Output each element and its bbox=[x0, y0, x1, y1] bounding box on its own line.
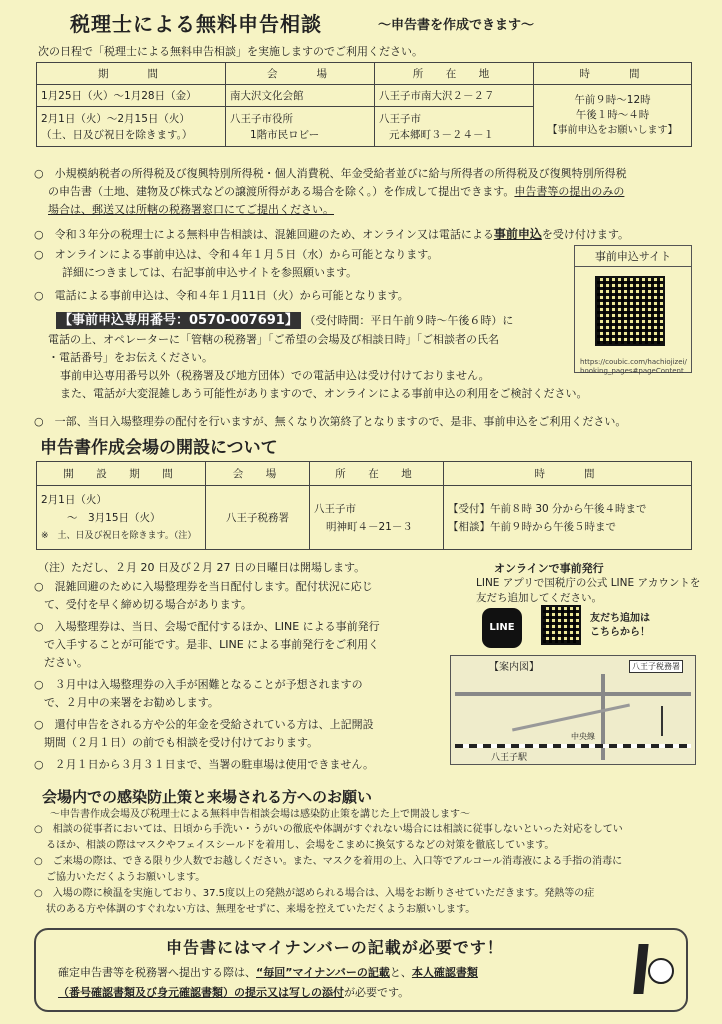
bullet-eligibility bbox=[34, 165, 694, 219]
office-venue: 八王子税務署 bbox=[206, 486, 310, 550]
line-logo-icon[interactable]: LINE bbox=[482, 608, 522, 648]
phone-line bbox=[56, 309, 513, 328]
row2-period-range: 2月1日（火）～2月15日（火） bbox=[41, 112, 190, 125]
office-address-street: 明神町４－21－３ bbox=[326, 520, 413, 533]
phone-number-box[interactable]: 【事前申込専用番号：0570-007691】 bbox=[56, 312, 301, 329]
section-infection-subtitle: ～申告書作成会場及び税理士による無料申告相談会場は感染防止策を講じた上で開設します～ bbox=[50, 809, 470, 820]
map-north-icon bbox=[661, 706, 663, 736]
row2-period-note: （土、日及び祝日を除きます。） bbox=[41, 128, 193, 141]
section-office-title: 申告書作成会場の開設について bbox=[40, 438, 278, 458]
reservation-site-label: 事前申込サイト bbox=[575, 246, 691, 267]
bullet-reservation-emphasis: 事前申込 bbox=[493, 227, 542, 241]
line-add-friend bbox=[590, 612, 650, 640]
mynumber-and: と、 bbox=[389, 966, 412, 979]
time-note: 【事前申込をお願いします】 bbox=[547, 125, 678, 136]
line-add2: こちらから！ bbox=[590, 627, 650, 638]
bullet-eligibility-text: の申告書（土地、建物及び株式などの譲渡所得がある場合を除く。）を作成して提出できます。 bbox=[48, 185, 515, 198]
office-bullet5: ○ ２月１日から３月３１日まで、当署の駐車場は使用できません。 bbox=[34, 758, 375, 771]
time-morning: 午前９時～12時 bbox=[574, 94, 651, 106]
office-period bbox=[37, 486, 206, 550]
infection-bullet2-line1: ○ ご来場の際は、できる限り少人数でお越しください。また、マスクを着用の上、入口等でアルコール消毒液による手指の消毒に bbox=[34, 856, 623, 867]
office-bullet1-line2: て、受付を早く締め切る場合があります。 bbox=[44, 598, 252, 611]
page-title: 税理士による無料申告相談 bbox=[70, 12, 322, 36]
mynumber-docs-detail: （番号確認書類及び身元確認書類） bbox=[58, 986, 234, 999]
infection-bullet2-line2: ご協力いただくようお願いします。 bbox=[46, 872, 206, 883]
mynumber-id-docs: 本人確認書類 bbox=[411, 966, 478, 979]
bullet-reservation bbox=[34, 225, 694, 244]
bullet-tickets: ○ 一部、当日入場整理券の配付を行いますが、無くなり次第終了となりますので、是非、事前申込をご利用ください。 bbox=[34, 415, 627, 428]
reservation-site-box[interactable] bbox=[574, 245, 692, 373]
office-schedule-table bbox=[36, 461, 692, 550]
line-desc2: 友だち追加してください。 bbox=[476, 592, 602, 604]
phone-details-line4: また、電話が大変混雑しあう可能性がありますので、オンラインによる事前申込の利用をご検討ください。 bbox=[60, 387, 588, 400]
bullet-reservation-end: を受け付けます。 bbox=[541, 228, 629, 241]
map-station-label: 八王子駅 bbox=[491, 753, 528, 763]
bullet-online-line1: ○ オンラインによる事前申込は、令和４年１月５日（水）から可能となります。 bbox=[34, 248, 439, 261]
row2-venue-name: 八王子市役所 bbox=[230, 112, 293, 125]
line-desc bbox=[476, 576, 700, 606]
row2-venue bbox=[226, 107, 375, 147]
map-road-horizontal bbox=[455, 692, 691, 696]
office-time bbox=[444, 486, 692, 550]
mynumber-mascot-icon bbox=[632, 944, 672, 996]
row2-period bbox=[37, 107, 226, 147]
mynumber-every-time: “毎回”マイナンバーの記載 bbox=[256, 966, 390, 979]
bullet-eligibility-mail: 場合は、郵送又は所轄の税務署窓口にてご提出ください。 bbox=[48, 203, 334, 216]
row2-address-city: 八王子市 bbox=[379, 112, 421, 125]
bullet-phone-line1: ○ 電話による事前申込は、令和４年１月11日（火）から可能となります。 bbox=[34, 289, 409, 302]
bullet-phone-details bbox=[48, 331, 588, 403]
col-venue: 会 場 bbox=[226, 63, 375, 85]
office-bullet2-line3: ださい。 bbox=[44, 656, 88, 669]
row1-address: 八王子市南大沢２－２７ bbox=[375, 85, 534, 107]
col-period: 期 間 bbox=[37, 63, 226, 85]
office-bullet3-line2: で、２月中の来署をお勧めします。 bbox=[44, 696, 219, 709]
phone-details-line2: ・電話番号」をお伝えください。 bbox=[48, 351, 213, 364]
reservation-url[interactable] bbox=[580, 358, 687, 376]
access-map[interactable] bbox=[450, 655, 696, 765]
col-time: 時 間 bbox=[534, 63, 692, 85]
col-office-address: 所 在 地 bbox=[310, 462, 444, 486]
row2-address-street: 元本郷町３－２４－１ bbox=[389, 128, 494, 141]
office-bullet4-line2: 期間（２月１日）の前でも相談を受け付けております。 bbox=[44, 736, 319, 749]
bullet-eligibility-line1: ○ 小規模納税者の所得税及び復興特別所得税・個人消費税、年金受給者並びに給与所得者の所得税及び復興特別所得税 bbox=[34, 167, 627, 180]
line-title: オンラインで事前発行 bbox=[494, 562, 604, 575]
office-bullet4-line1: ○ 還付申告をされる方や公的年金を受給されている方は、上記開設 bbox=[34, 718, 374, 731]
reservation-qr-code[interactable] bbox=[595, 276, 665, 346]
line-desc1: LINE アプリで国税庁の公式 LINE アカウントを bbox=[476, 577, 701, 589]
office-time-reception: 【受付】午前８時 30 分から午後４時まで bbox=[448, 502, 647, 515]
time-cell bbox=[534, 85, 692, 147]
phone-hours: （受付時間：平日午前９時～午後６時）に bbox=[304, 314, 514, 327]
map-line-label: 中央線 bbox=[571, 732, 595, 741]
phone-details-line3: 事前申込専用番号以外（税務署及び地方団体）での電話申込は受け付けておりません。 bbox=[60, 369, 490, 382]
office-bullet2-line2: で入手することが可能です。是非、LINE による事前発行をご利用く bbox=[44, 638, 380, 651]
col-open-period: 開 設 期 間 bbox=[37, 462, 206, 486]
office-bullets bbox=[34, 578, 454, 774]
mynumber-required: が必要です。 bbox=[344, 986, 410, 999]
infection-bullet3-line2: 状のある方や体調のすぐれない方は、無理をせずに、来場を控えていただくようお願いします。 bbox=[46, 904, 476, 915]
row1-venue: 南大沢文化会館 bbox=[226, 85, 375, 107]
row1-period: 1月25日（火）～1月28日（金） bbox=[37, 85, 226, 107]
infection-bullet3-line1: ○ 入場の際に検温を実施しており、37.5度以上の発熱が認められる場合は、入場をお断りさせていただきます。発熱等の症 bbox=[34, 888, 595, 899]
office-address-city: 八王子市 bbox=[314, 502, 356, 515]
office-address bbox=[310, 486, 444, 550]
reservation-url-line2: booking_pages#pageContent bbox=[580, 367, 684, 375]
map-label: 【案内図】 bbox=[489, 662, 539, 673]
consultation-schedule-table bbox=[36, 62, 692, 147]
mynumber-line2 bbox=[58, 984, 409, 1000]
bullet-reservation-text: ○ 令和３年分の税理士による無料申告相談は、混雑回避のため、オンライン又は電話による bbox=[34, 228, 494, 241]
bullet-eligibility-underline: 申告書等の提出のみの bbox=[514, 185, 625, 198]
reservation-url-line1: https://coubic.com/hachiojizei/ bbox=[580, 358, 687, 366]
office-period-start: 2月1日（火） bbox=[41, 493, 107, 506]
bullet-eligibility-line3 bbox=[34, 201, 694, 219]
office-period-note: ※ 土、日及び祝日を除きます。（注） bbox=[41, 530, 197, 541]
page-subtitle: ～申告書を作成できます～ bbox=[378, 18, 535, 33]
line-qr-code[interactable] bbox=[541, 605, 581, 645]
row2-address bbox=[375, 107, 534, 147]
mynumber-line1-text: 確定申告書等を税務署へ提出する際は、 bbox=[58, 966, 256, 979]
map-office-label: 八王子税務署 bbox=[629, 660, 683, 673]
office-time-consult: 【相談】午前９時から午後５時まで bbox=[448, 520, 616, 533]
mynumber-box bbox=[34, 928, 688, 1012]
map-railway bbox=[455, 744, 691, 748]
line-add1: 友だち追加は bbox=[590, 613, 650, 624]
mynumber-line1 bbox=[58, 964, 478, 980]
bullet-phone bbox=[34, 287, 564, 305]
col-address: 所 在 地 bbox=[375, 63, 534, 85]
infection-bullets bbox=[34, 822, 704, 918]
bullet-online-line2: 詳細につきましては、右記事前申込サイトを参照願います。 bbox=[62, 266, 358, 279]
phone-details-line1: 電話の上、オペレーターに「管轄の税務署」「ご希望の会場及び相談日時」「ご相談者の氏名 bbox=[48, 333, 499, 346]
section-infection-title: 会場内での感染防止策と来場される方へのお願い bbox=[42, 788, 373, 806]
bullet-online bbox=[34, 246, 554, 282]
office-bullet1-line1: ○ 混雑回避のために入場整理券を当日配付します。配付状況に応じ bbox=[34, 580, 373, 593]
office-bullet3-line1: ○ ３月中は入場整理券の入手が困難となることが予想されますの bbox=[34, 678, 363, 691]
bullet-eligibility-line2 bbox=[34, 183, 694, 201]
map-road-diagonal bbox=[512, 704, 630, 732]
office-sunday-note: （注）ただし、２月 20 日及び２月 27 日の日曜日は開場します。 bbox=[38, 561, 366, 574]
col-office-time: 時 間 bbox=[444, 462, 692, 486]
col-office-venue: 会 場 bbox=[206, 462, 310, 486]
time-afternoon: 午後１時～４時 bbox=[575, 109, 650, 121]
mynumber-attach: の提示又は写しの添付 bbox=[234, 986, 344, 999]
office-bullet2-line1: ○ 入場整理券は、当日、会場で配付するほか、LINE による事前発行 bbox=[34, 620, 380, 633]
infection-bullet1-line2: るほか、相談の際はマスクやフェイスシールドを着用し、会場をこまめに換気するなどの対策を徹底しています。 bbox=[46, 840, 555, 851]
mynumber-title: 申告書にはマイナンバーの記載が必要です！ bbox=[166, 938, 504, 957]
intro-text: 次の日程で「税理士による無料申告相談」を実施しますのでご利用ください。 bbox=[38, 45, 423, 58]
office-period-end: ～ 3月15日（火） bbox=[67, 511, 161, 524]
infection-bullet1-line1: ○ 相談の従事者においては、日頃から手洗い・うがいの徹底や体調がすぐれない場合には相談に従事しないといった対応をしてい bbox=[34, 824, 623, 835]
row2-venue-floor: 1階市民ロビー bbox=[250, 128, 320, 141]
